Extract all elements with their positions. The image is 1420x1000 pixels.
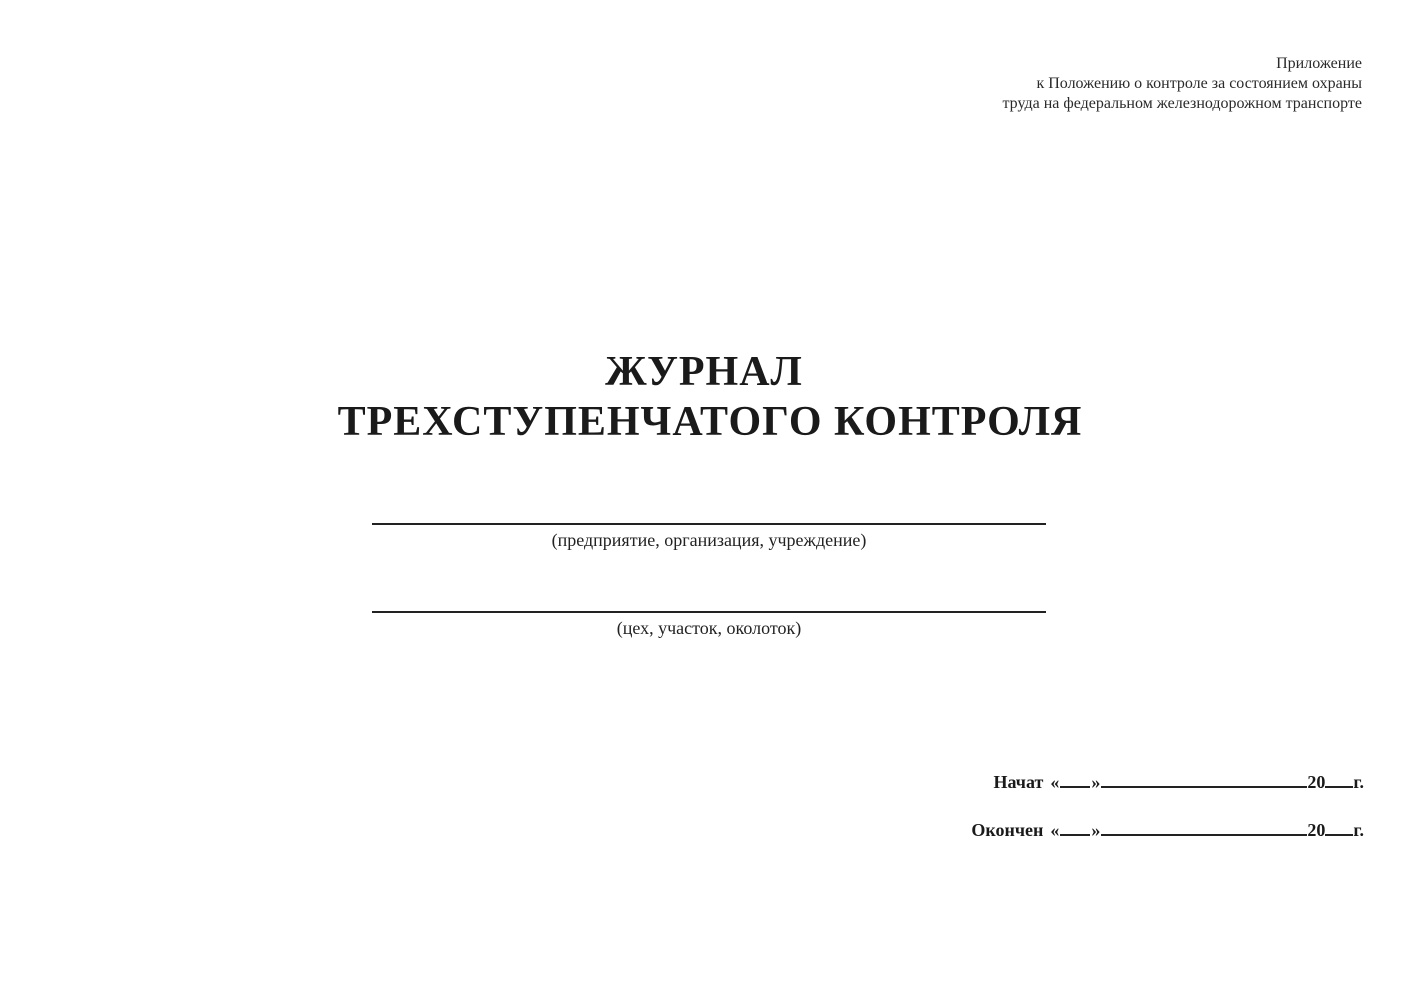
- organization-field: [372, 523, 1046, 551]
- shop-blank-line: [372, 611, 1046, 613]
- end-year-blank: [1325, 818, 1353, 836]
- end-day-blank: [1060, 818, 1090, 836]
- start-year-suffix: г.: [1353, 772, 1364, 792]
- appendix-line-2: к Положению о контроле за состоянием охраны: [1036, 75, 1362, 92]
- end-label: Окончен: [971, 820, 1044, 840]
- start-close-quote: »: [1091, 772, 1101, 792]
- organization-caption: (предприятие, организация, учреждение): [551, 530, 867, 550]
- start-day-blank: [1060, 770, 1090, 788]
- title-line-2: ТРЕХСТУПЕНЧАТОГО КОНТРОЛЯ: [337, 399, 1083, 445]
- shop-field: [372, 611, 1046, 639]
- shop-caption: (цех, участок, околоток): [616, 618, 802, 638]
- appendix-line-1: Приложение: [1276, 55, 1362, 72]
- organization-blank-line: [372, 523, 1046, 525]
- document-title: [0, 348, 1420, 446]
- start-open-quote: «: [1050, 772, 1060, 792]
- end-month-blank: [1101, 818, 1307, 836]
- start-month-blank: [1101, 770, 1307, 788]
- start-year-blank: [1325, 770, 1353, 788]
- end-date-row: [971, 818, 1364, 841]
- end-open-quote: «: [1050, 820, 1060, 840]
- start-date-row: [994, 770, 1364, 793]
- appendix-line-3: труда на федеральном железнодорожном транспорте: [1002, 95, 1362, 112]
- appendix-note: [1002, 54, 1362, 114]
- start-label: Начат: [993, 772, 1044, 792]
- end-close-quote: »: [1091, 820, 1101, 840]
- start-century: 20: [1307, 772, 1326, 792]
- end-century: 20: [1307, 820, 1326, 840]
- end-year-suffix: г.: [1353, 820, 1364, 840]
- title-line-1: ЖУРНАЛ: [605, 349, 803, 395]
